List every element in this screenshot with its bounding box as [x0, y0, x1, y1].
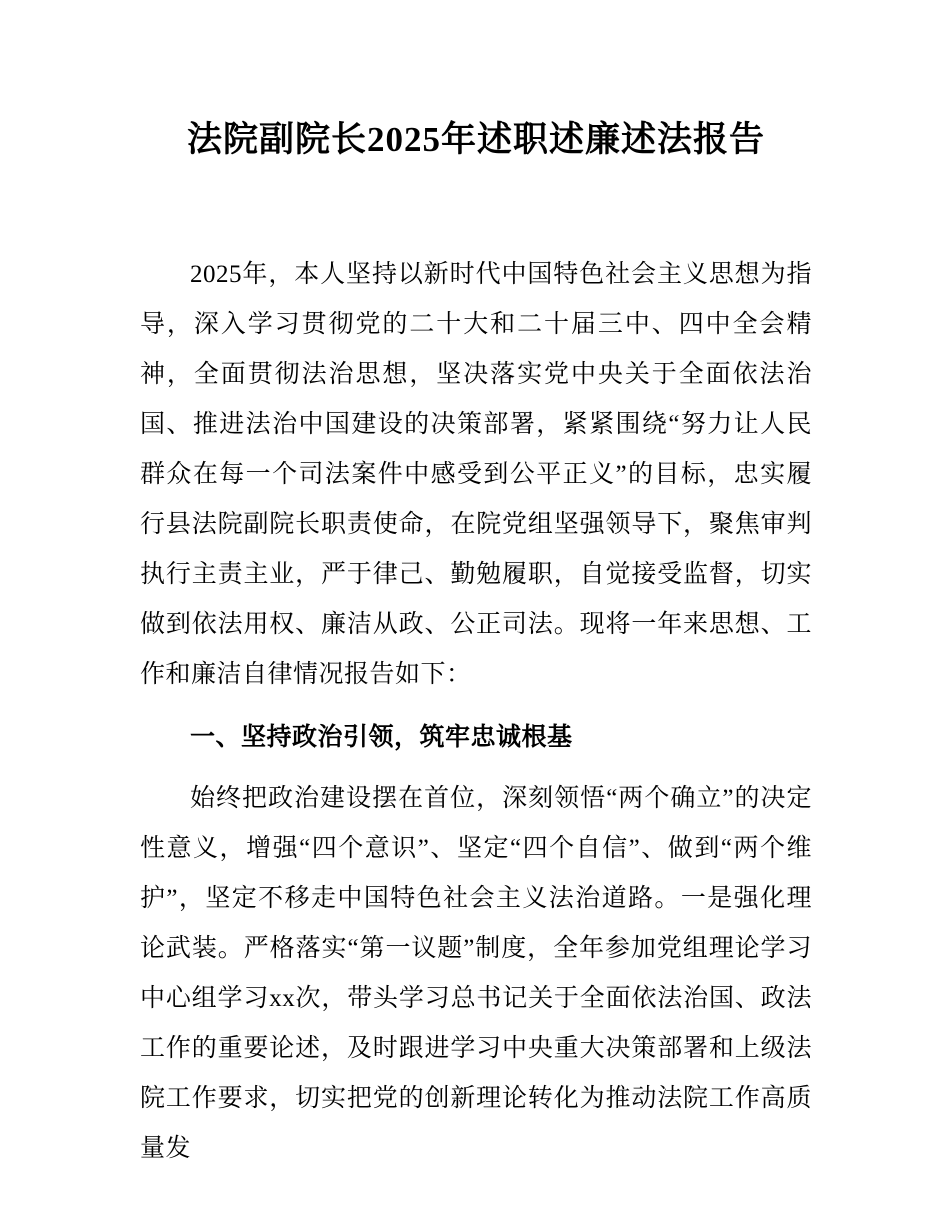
section-1-body: 始终把政治建设摆在首位，深刻领悟“两个确立”的决定性意义，增强“四个意识”、坚定“四个自信”、做到“两个维护”，坚定不移走中国特色社会主义法治道路。一是强化理论武装。严格落实“第一议题”制度，全年参加党组理论学习中心组学习xx次，带头学习总书记关于全面依法治国、政法工作的重要论述，及时跟进学习中央重大决策部署和上级法院工作要求，切实把党的创新理论转化为推动法院工作高质量发: [140, 784, 812, 1162]
section-1-heading: 一、坚持政治引领，筑牢忠诚根基: [190, 722, 573, 751]
document-title: 法院副院长2025年述职述廉述法报告: [186, 120, 765, 159]
intro-paragraph: 2025年，本人坚持以新时代中国特色社会主义思想为指导，深入学习贯彻党的二十大和二十届三中、四中全会精神，全面贯彻法治思想，坚决落实党中央关于全面依法治国、推进法治中国建设的决策部署，紧紧围绕“努力让人民群众在每一个司法案件中感受到公平正义”的目标，忠实履行县法院副院长职责使命，在院党组坚强领导下，聚焦审判执行主责主业，严于律己、勤勉履职，自觉接受监督，切实做到依法用权、廉洁从政、公正司法。现将一年来思想、工作和廉洁自律情况报告如下：: [140, 260, 812, 688]
